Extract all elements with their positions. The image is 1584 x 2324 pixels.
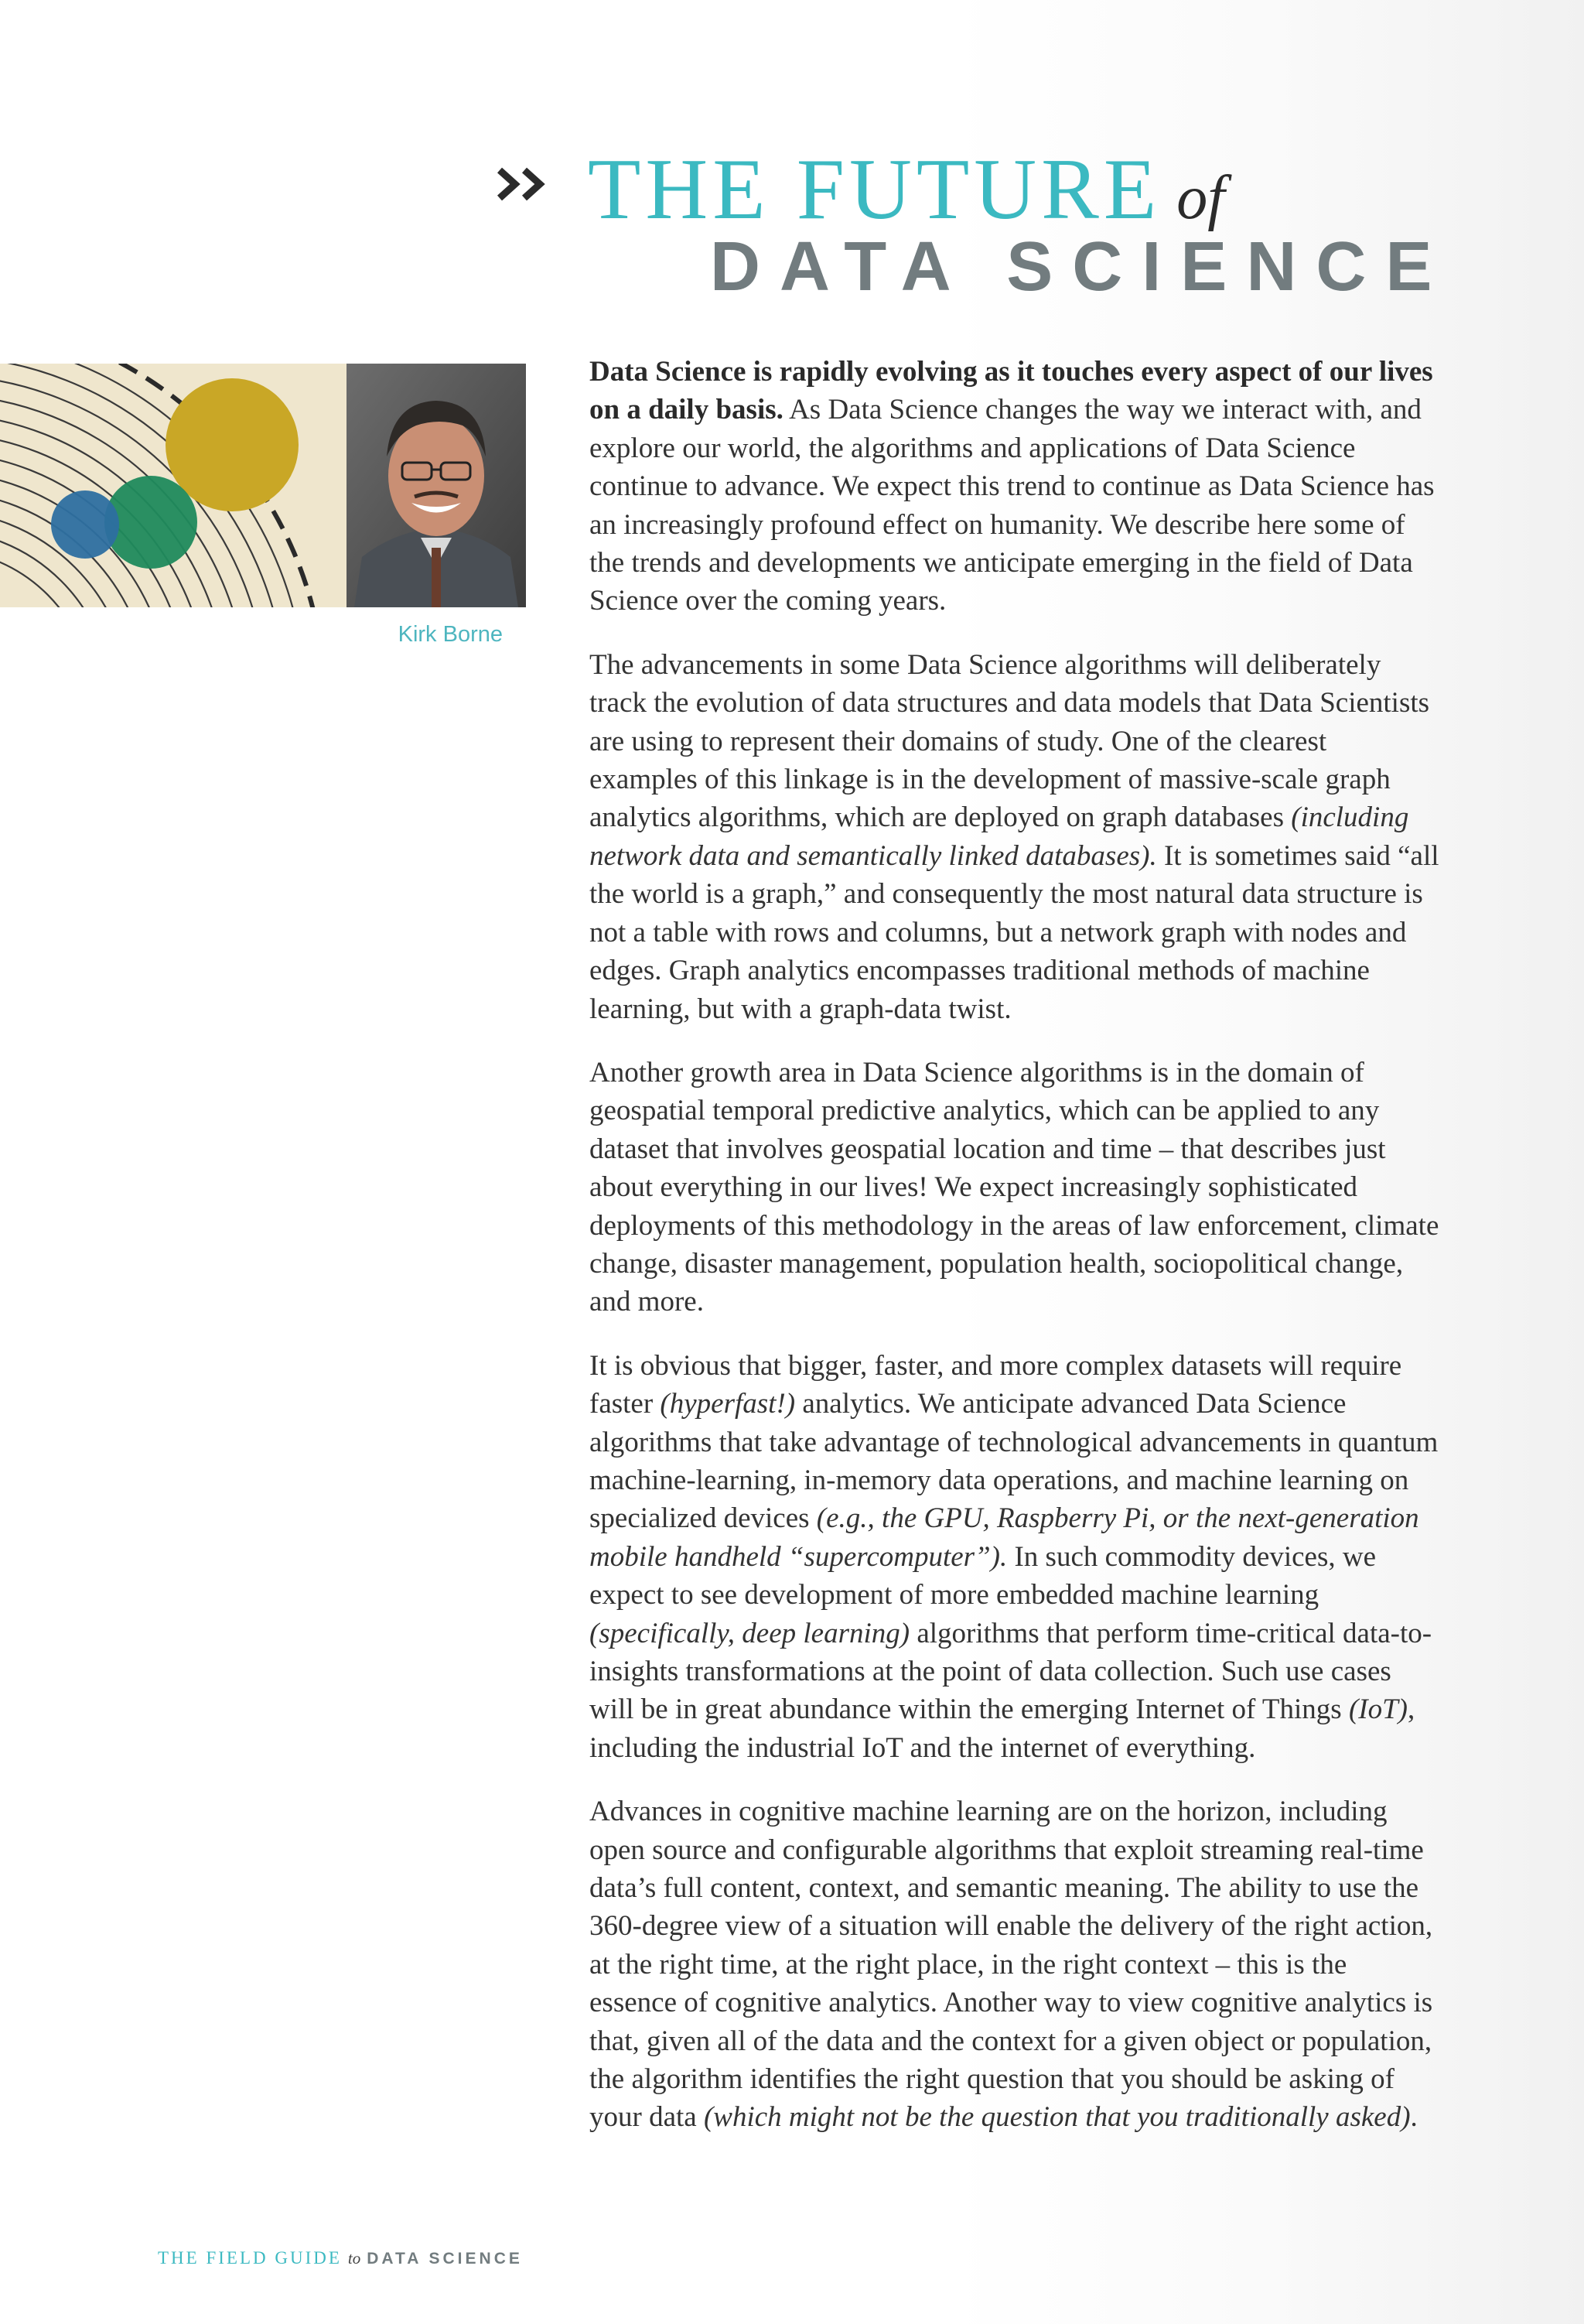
paragraph-text: In such commodity devices, we expect to see development of more embedded machine learning: [589, 1540, 1377, 1611]
title-of: of: [1176, 164, 1225, 232]
paragraph-text: .: [1410, 2101, 1418, 2134]
footer-subtitle: DATA SCIENCE: [367, 2250, 523, 2268]
paragraph-text: , including the industrial IoT and the internet of everything.: [589, 1693, 1415, 1764]
paragraph-graph-analytics: [589, 646, 1440, 1028]
lead-sentence: Data Science is rapidly evolving as it touches every aspect of our lives on a daily basis.: [589, 356, 1433, 426]
title-main: THE FUTURE: [588, 142, 1162, 238]
paragraph-text: Another growth area in Data Science algorithms is in the domain of geospatial temporal predictive analytics, which can be applied to any dataset that involves geospatial location and time – that describes just about everything in our lives! We expect increasingly sophisticated deployments of this methodology in the areas of law enforcement, climate change, disaster management, population health, sociopolitical change, and more.: [589, 1056, 1439, 1318]
decorative-illustration: [0, 364, 346, 607]
footer-to: to: [347, 2249, 361, 2268]
italic-aside: (IoT): [1348, 1693, 1408, 1726]
page-subtitle: DATA SCIENCE: [710, 228, 1452, 306]
footer-title: THE FIELD GUIDE: [158, 2248, 342, 2268]
paragraph-text: algorithms that perform time-critical data-to-insights transformations at the point of data collection. Such use cases will be in great abundance within the emerging Internet of Things: [589, 1617, 1432, 1726]
page-footer: [158, 2247, 523, 2271]
photo-caption: Kirk Borne: [398, 622, 503, 647]
paragraph-text: As Data Science changes the way we interact with, and explore our world, the algorithms and applications of Data Science continue to advance. We expect this trend to continue as Data Science has an increasingly profound effect on humanity. We describe here some of the trends and developments we anticipate emerging in the field of Data Science over the coming years.: [589, 394, 1435, 617]
italic-aside: (e.g., the GPU, Raspberry Pi, or the next-generation mobile handheld “supercomputer”).: [589, 1502, 1419, 1573]
paragraph-text: analytics. We anticipate advanced Data Science algorithms that take advantage of technological advancements in quantum machine-learning, in-memory data operations, and machine learning on specialized devices: [589, 1388, 1439, 1535]
author-photo: [346, 364, 526, 607]
paragraph-text: It is obvious that bigger, faster, and more complex datasets will require faster: [589, 1349, 1402, 1420]
paragraph-geospatial: [589, 1054, 1440, 1321]
italic-aside: (including network data and semantically linked databases).: [589, 801, 1409, 872]
paragraph-text: Advances in cognitive machine learning are on the horizon, including open source and configurable algorithms that exploit streaming real-time data’s full content, context, and semantic meaning. The ability to use the 360-degree view of a situation will enable the delivery of the right action, at the right time, at the right place, in the right context – this is the essence of cognitive analytics. Another way to view cognitive analytics is that, given all of the data and the context for a given object or population, the algorithm identifies the right question that you should be asking of your data: [589, 1796, 1433, 2134]
paragraph-intro: [589, 353, 1440, 620]
paragraph-hyperfast: [589, 1347, 1440, 1767]
double-chevron-icon: [495, 161, 557, 207]
paragraph-text: It is sometimes said “all the world is a graph,” and consequently the most natural data structure is not a table with rows and columns, but a network graph with nodes and edges. Graph analytics encompasses traditional methods of machine learning, but with a graph-data twist.: [589, 839, 1439, 1025]
paragraph-cognitive: [589, 1793, 1440, 2137]
italic-aside: (hyperfast!): [660, 1388, 796, 1420]
italic-aside: (specifically, deep learning): [589, 1617, 910, 1649]
article-body: [589, 353, 1440, 2162]
italic-aside: (which might not be the question that you traditionally asked): [703, 2101, 1411, 2134]
paragraph-text: The advancements in some Data Science algorithms will deliberately track the evolution of data structures and data models that Data Scientists are using to represent their domains of study. One of the clearest examples of this linkage is in the development of massive-scale graph analytics algorithms, which are deployed on graph databases: [589, 648, 1430, 834]
